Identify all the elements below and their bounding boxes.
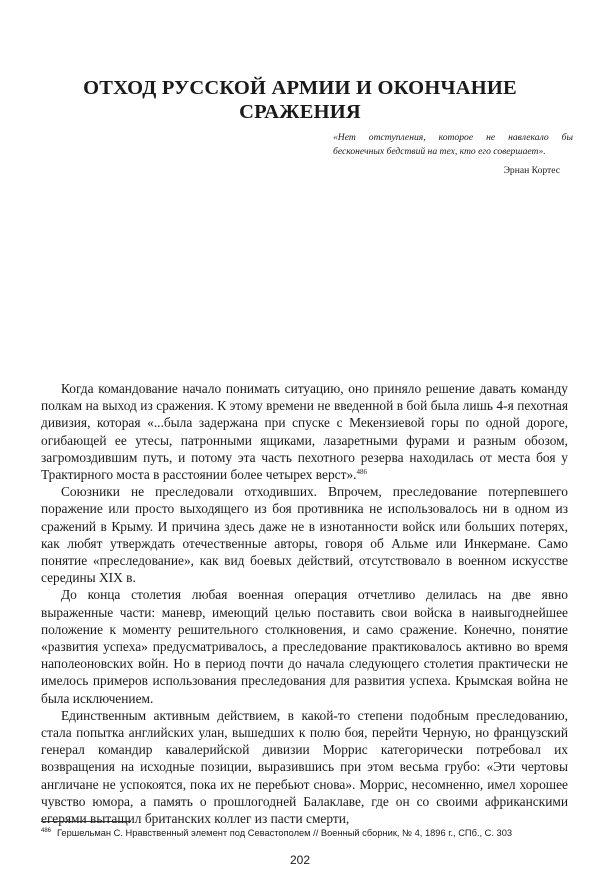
paragraph xyxy=(41,380,568,483)
epigraph-quote: «Нет отступления, которое не навлекало бы бесконечных бедствий на тех, кто его совершает». xyxy=(333,132,573,157)
page-number: 202 xyxy=(289,853,311,867)
footnote-reference: 486 xyxy=(356,468,367,477)
paragraph: До конца столетия любая военная операция отчетливо делилась на две явно выраженные части: маневр, имеющий целью поставить свои войска в наивыгоднейшее положение к моменту решительного столкновения, и само сражение. Конечно, понятие «развития успеха» предусматривалось, а преследование практиковалось активно во время наполеоновских войн. Но в период почти до начала следующего столетия практически не имелось примеров использования преследования для развития успеха. Крымская война не была исключением. xyxy=(41,587,568,706)
chapter-title-line-2: СРАЖЕНИЯ xyxy=(239,101,361,123)
paragraph: Союзники не преследовали отходивших. Впрочем, преследование потерпевшего поражение или просто выходящего из боя противника не использовалось ни в одном из сражений в Крыму. И причина здесь даже не в изнотанности войск или больших потерях, как любят утверждать отечественные авторы, говоря об Альме или Инкермане. Само понятие «преследование», как вид боевых действий, отсутствовало в военном искусстве середины XIX в. xyxy=(41,484,568,586)
body-text xyxy=(41,380,568,827)
paragraph-text: Когда командование начало понимать ситуацию, оно приняло решение давать команду полкам на выход из сражения. К этому времени не введенной в бой была лишь 4-я пехотная дивизия, которая «...была задержана при спуске с Мекензиевой горы по одной дороге, огибающей ее утесы, патронными ящиками, лазаретными фурами и разным обозом, загромоздившим путь, и потому эта часть пехотного резерва находилась от места боя у Трактирного моста в расстоянии более четырех верст». xyxy=(41,381,568,483)
footnote-divider xyxy=(41,821,131,822)
footnote xyxy=(41,827,568,839)
paragraph: Единственным активным действием, в какой-то степени подобным преследованию, стала попытка английских улан, вышедших к полю боя, перейти Черную, но французский генерал командир кавалерийской дивизии Моррис категорически потребовал их возвращения на исходные позиции, выразившись при этом весьма грубо: «Эти чертовы англичане не успокоятся, пока их не перебьют снова». Моррис, несомненно, имел хорошее чувство юмора, а память о прошлогодней Балаклаве, где он со своими африканскими егерями вытащил британских коллег из пасти смерти, xyxy=(41,707,568,827)
footnote-number: 486 xyxy=(41,828,52,834)
footnote-text: Гершельман С. Нравственный элемент под Севастополем // Военный сборник, № 4, 1896 г., СПб., С. 303 xyxy=(57,828,513,838)
chapter-title xyxy=(60,76,540,124)
chapter-title-line-1: ОТХОД РУССКОЙ АРМИИ И ОКОНЧАНИЕ xyxy=(83,77,517,99)
epigraph-author: Эрнан Кортес xyxy=(503,165,560,176)
